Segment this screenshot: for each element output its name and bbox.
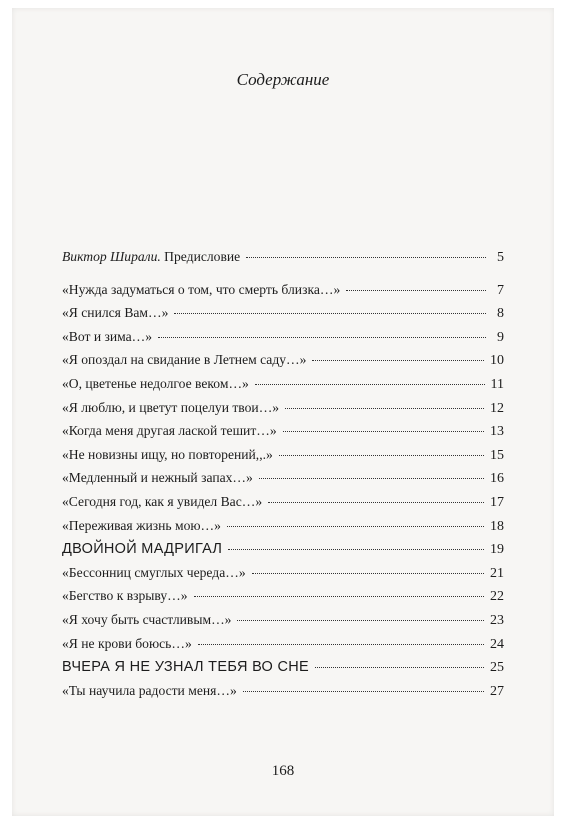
toc-entry-page: 18 bbox=[490, 518, 504, 534]
table-of-contents bbox=[62, 249, 504, 706]
toc-entry-label: ВЧЕРА Я НЕ УЗНАЛ ТЕБЯ ВО СНЕ bbox=[62, 659, 309, 676]
toc-entry bbox=[62, 249, 504, 273]
book-page bbox=[12, 8, 554, 816]
toc-entry-section bbox=[62, 541, 504, 565]
toc-entry-label: «Ты научила радости меня…» bbox=[62, 682, 237, 698]
dot-leader bbox=[315, 667, 484, 668]
toc-entry-label: «Не новизны ищу, но повторений,,.» bbox=[62, 446, 273, 462]
toc-entry bbox=[62, 636, 504, 660]
toc-entry bbox=[62, 376, 504, 400]
dot-leader bbox=[228, 549, 484, 550]
dot-leader bbox=[237, 620, 484, 621]
toc-entry-label: «Переживая жизнь мою…» bbox=[62, 517, 221, 533]
toc-entry-page: 10 bbox=[490, 353, 504, 369]
toc-entry-page: 24 bbox=[490, 636, 504, 652]
toc-entry-label: «Медленный и нежный запах…» bbox=[62, 470, 253, 486]
dot-leader bbox=[252, 573, 484, 574]
dot-leader bbox=[279, 455, 484, 456]
toc-entry bbox=[62, 565, 504, 589]
dot-leader bbox=[198, 644, 484, 645]
dot-leader bbox=[227, 526, 484, 527]
toc-entry bbox=[62, 612, 504, 636]
toc-entry-label: «Я не крови боюсь…» bbox=[62, 635, 192, 651]
page-number: 168 bbox=[271, 763, 295, 779]
dot-leader bbox=[243, 691, 484, 692]
toc-entry-label: «Я снился Вам…» bbox=[62, 305, 169, 321]
toc-entry bbox=[62, 423, 504, 447]
toc-entry-page: 21 bbox=[490, 565, 504, 581]
toc-entry-label: «Я люблю, и цветут поцелуи твои…» bbox=[62, 399, 280, 415]
toc-entry bbox=[62, 518, 504, 542]
toc-entry-label: «Сегодня год, как я увидел Вас…» bbox=[62, 493, 263, 509]
toc-entry-label: «Я хочу быть счастливым…» bbox=[62, 611, 232, 627]
dot-leader bbox=[194, 596, 484, 597]
toc-entry-label: «Вот и зима…» bbox=[62, 328, 153, 344]
toc-entry-label: «О, цветенье недолгое веком…» bbox=[62, 375, 249, 391]
toc-entry-page: 19 bbox=[490, 542, 504, 558]
toc-entry bbox=[62, 305, 504, 329]
dot-leader bbox=[283, 431, 484, 432]
toc-entry-page: 27 bbox=[490, 683, 504, 699]
toc-entry-page: 25 bbox=[490, 660, 504, 676]
toc-entry-label: «Я опоздал на свидание в Летнем саду…» bbox=[62, 352, 307, 368]
toc-entry-page: 7 bbox=[497, 282, 504, 298]
toc-entry bbox=[62, 282, 504, 306]
dot-leader bbox=[158, 337, 486, 338]
toc-entry bbox=[62, 683, 504, 707]
toc-entry-page: 15 bbox=[490, 447, 504, 463]
toc-entry bbox=[62, 329, 504, 353]
toc-entry-section bbox=[62, 659, 504, 683]
dot-leader bbox=[259, 478, 484, 479]
toc-entry-page: 16 bbox=[490, 471, 504, 487]
dot-leader bbox=[268, 502, 484, 503]
toc-entry bbox=[62, 352, 504, 376]
toc-entry-page: 22 bbox=[490, 589, 504, 605]
toc-entry bbox=[62, 494, 504, 518]
dot-leader bbox=[312, 360, 484, 361]
toc-entry-label: «Бессонниц смуглых череда…» bbox=[62, 564, 246, 580]
toc-entry-label: ДВОЙНОЙ МАДРИГАЛ bbox=[62, 541, 223, 558]
toc-entry-page: 12 bbox=[490, 400, 504, 416]
dot-leader bbox=[255, 384, 485, 385]
toc-entry bbox=[62, 588, 504, 612]
toc-entry-label: «Нужда задуматься о том, что смерть близка…» bbox=[62, 281, 341, 297]
dot-leader bbox=[285, 408, 484, 409]
toc-entry-author: Виктор Ширали. bbox=[62, 249, 161, 264]
dot-leader bbox=[346, 290, 486, 291]
toc-entry bbox=[62, 447, 504, 471]
toc-entry-title: Предисловие bbox=[160, 249, 241, 264]
toc-entry-page: 23 bbox=[490, 612, 504, 628]
toc-entry bbox=[62, 470, 504, 494]
toc-entry-page: 5 bbox=[497, 250, 504, 265]
toc-entry-label: «Бегство к взрыву…» bbox=[62, 588, 188, 604]
toc-entry bbox=[62, 400, 504, 424]
toc-entry-label: «Когда меня другая лаской тешит…» bbox=[62, 423, 277, 439]
toc-entry-page: 8 bbox=[497, 306, 504, 322]
dot-leader bbox=[246, 257, 486, 258]
toc-entry-page: 9 bbox=[497, 329, 504, 345]
dot-leader bbox=[174, 313, 486, 314]
page-title: Содержание bbox=[236, 70, 330, 89]
toc-entry-page: 11 bbox=[490, 376, 504, 392]
toc-entry-page: 13 bbox=[490, 424, 504, 440]
toc-entry-label bbox=[62, 249, 240, 265]
toc-entry-page: 17 bbox=[490, 494, 504, 510]
